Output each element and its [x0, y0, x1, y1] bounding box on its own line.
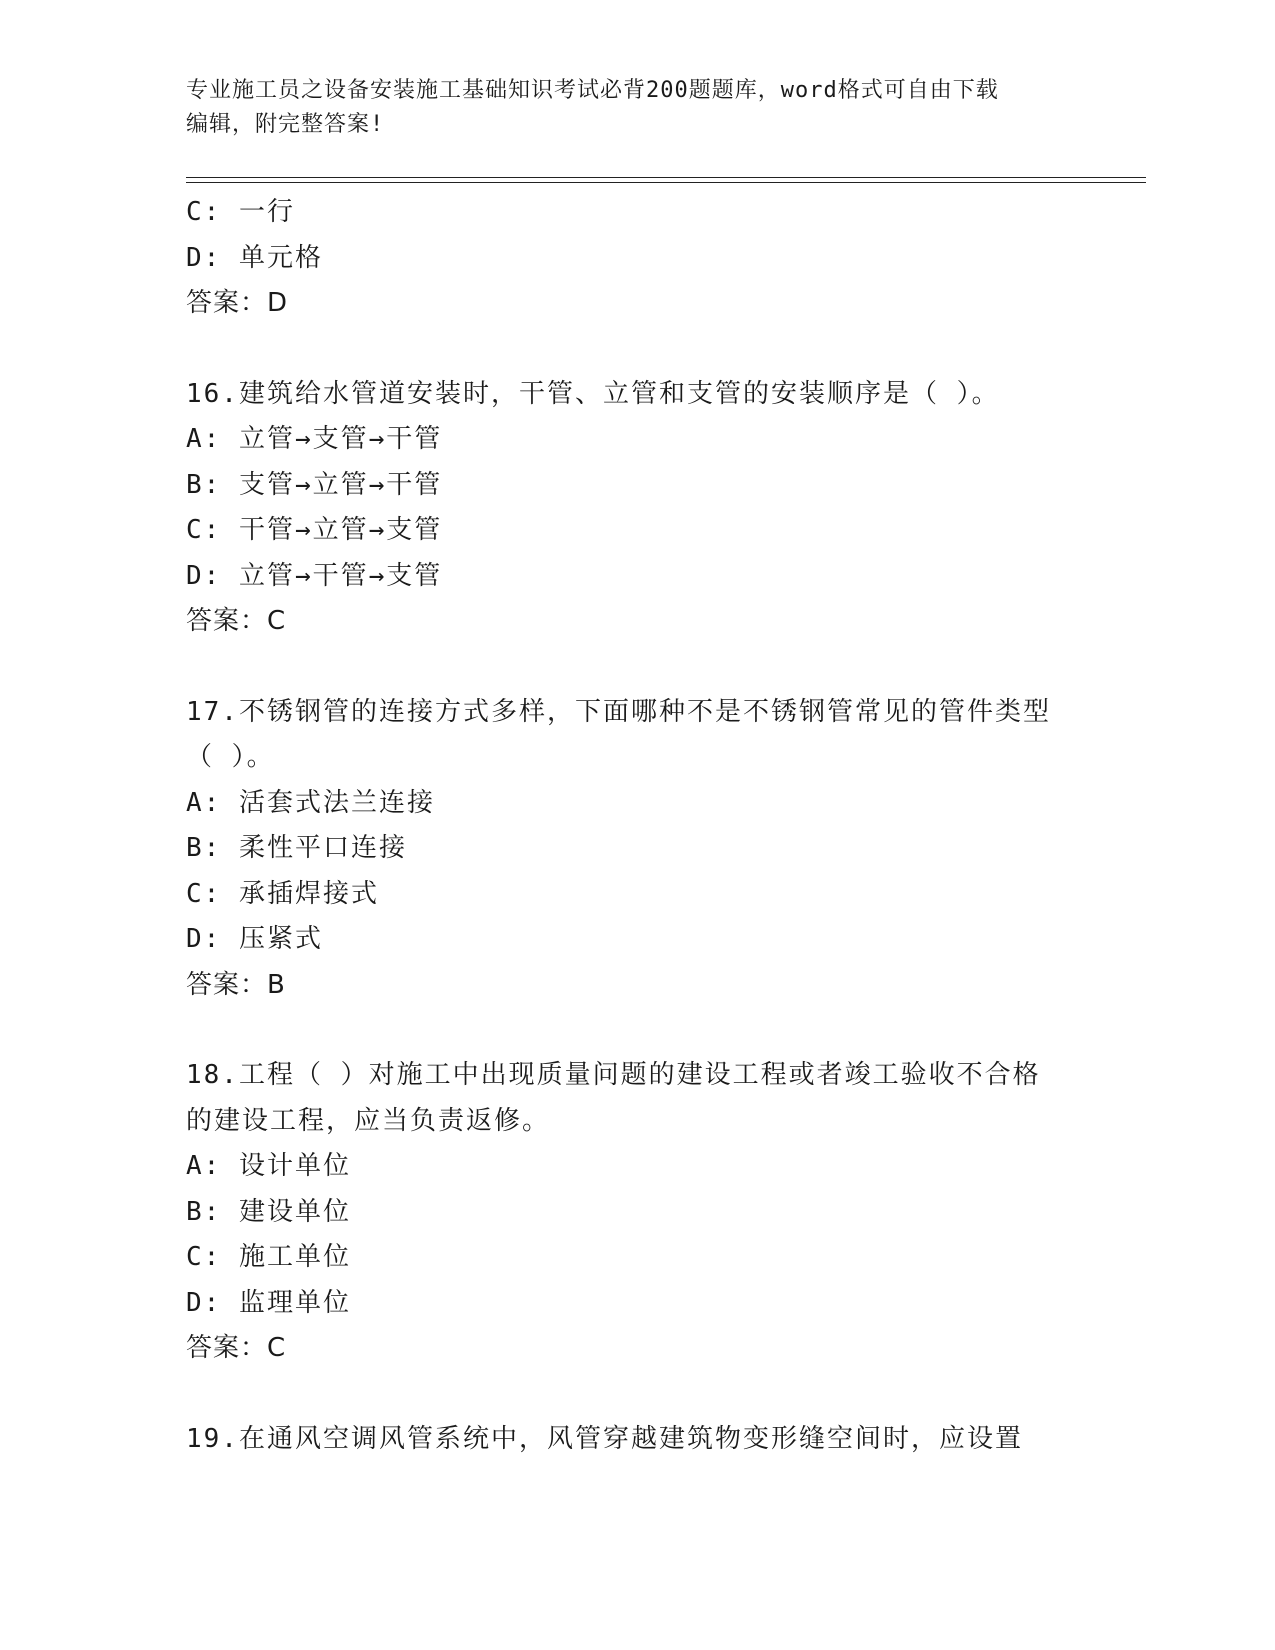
option-d: D: 立管→干管→支管 [186, 560, 443, 591]
answer: 答案：B [186, 969, 286, 1000]
option-d: D: 监理单位 [186, 1287, 351, 1318]
header-rule-top [186, 177, 1146, 178]
option-b: B: 柔性平口连接 [186, 833, 407, 863]
header-line-2: 编辑，附完整答案! [186, 112, 385, 137]
answer: 答案：D [186, 288, 289, 318]
option-c: C: 一行 [186, 197, 295, 227]
option-a: A: 立管→支管→干管 [186, 424, 443, 454]
question-text: 16.建筑给水管道安装时，干管、立管和支管的安装顺序是（ ）。 [186, 378, 1000, 409]
option-c: C: 施工单位 [186, 1242, 351, 1272]
option-a: A: 设计单位 [186, 1151, 351, 1181]
header-line-1: 专业施工员之设备安装施工基础知识考试必背200题题库，word格式可自由下载 [186, 78, 999, 103]
option-c: C: 承插焊接式 [186, 878, 379, 909]
option-d: D: 单元格 [186, 242, 323, 273]
question-list [186, 190, 1106, 1462]
question-text: 18.工程（ ）对施工中出现质量问题的建设工程或者竣工验收不合格 [186, 1060, 1041, 1090]
question-text: 17.不锈钢管的连接方式多样，下面哪种不是不锈钢管常见的管件类型 [186, 696, 1051, 727]
question-text-continued: 的建设工程，应当负责返修。 [186, 1105, 551, 1136]
option-b: B: 支管→立管→干管 [186, 469, 443, 500]
header-rule-bottom [186, 182, 1146, 183]
answer: 答案：C [186, 1333, 287, 1363]
document-header [186, 74, 1086, 142]
option-b: B: 建设单位 [186, 1196, 351, 1227]
answer: 答案：C [186, 606, 287, 636]
option-a: A: 活套式法兰连接 [186, 787, 435, 818]
question-text-continued: （ ）。 [186, 742, 275, 772]
option-c: C: 干管→立管→支管 [186, 515, 443, 545]
option-d: D: 压紧式 [186, 924, 323, 954]
question-text: 19.在通风空调风管系统中，风管穿越建筑物变形缝空间时，应设置 [186, 1423, 1023, 1454]
